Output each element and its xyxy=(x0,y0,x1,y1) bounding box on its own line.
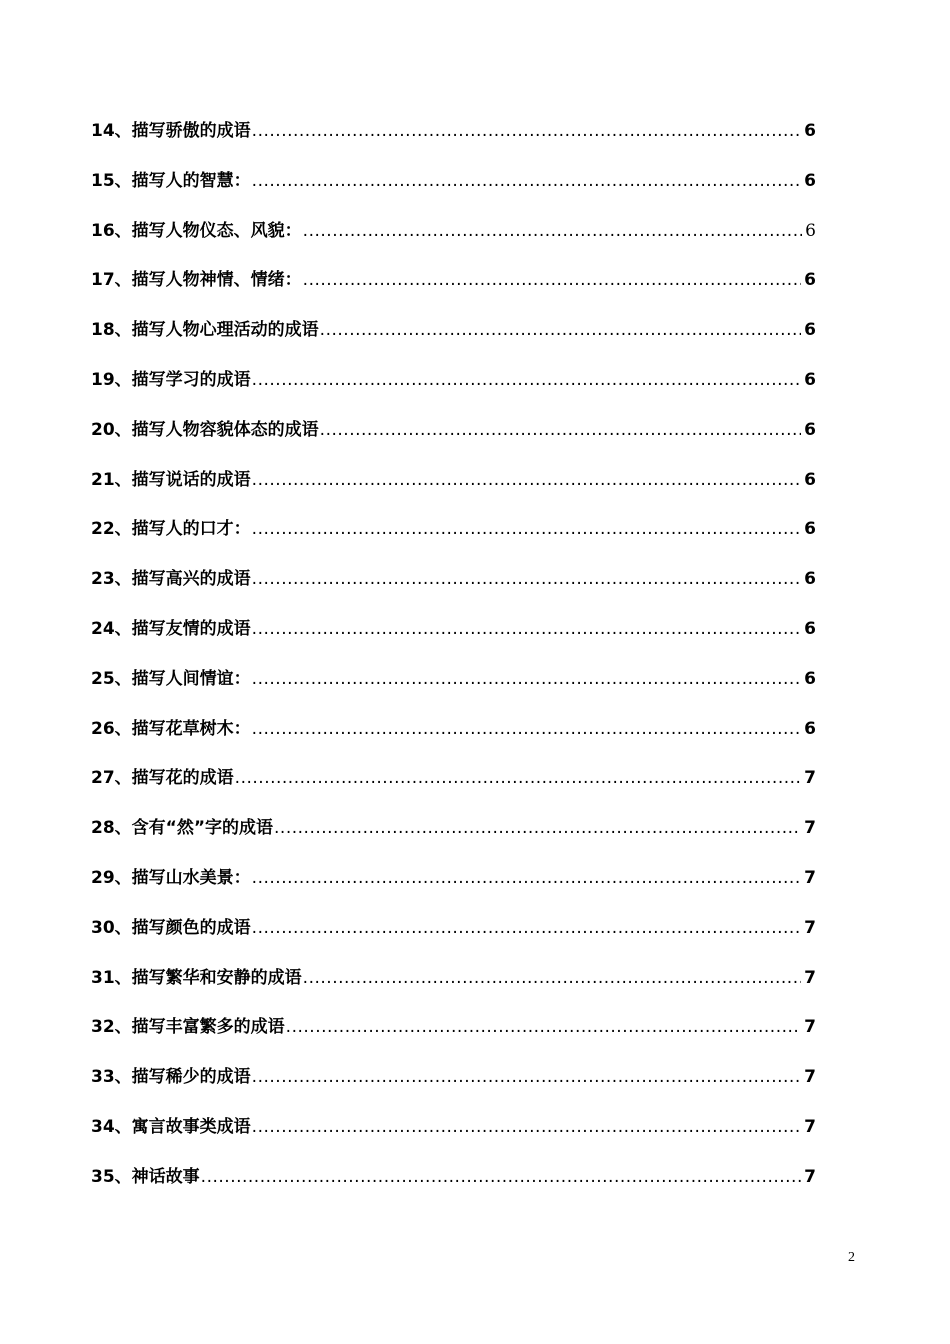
toc-entry[interactable] xyxy=(91,465,816,515)
toc-entry[interactable] xyxy=(91,813,816,863)
toc-entry-label: 34、寓言故事类成语 xyxy=(91,1116,251,1137)
toc-entry-label: 28、含有“然”字的成语 xyxy=(91,818,274,839)
toc-dot-leader xyxy=(320,320,801,340)
toc-entry-label: 16、描写人物仪态、风貌： xyxy=(91,220,302,241)
toc-dot-leader xyxy=(303,270,801,290)
toc-dot-leader xyxy=(252,121,801,141)
toc-dot-leader xyxy=(320,420,801,440)
toc-entry[interactable] xyxy=(91,1112,816,1162)
toc-entry[interactable] xyxy=(91,216,816,266)
toc-entry[interactable] xyxy=(91,365,816,415)
toc-dot-leader xyxy=(252,569,801,589)
toc-entry[interactable] xyxy=(91,913,816,963)
toc-dot-leader xyxy=(252,1117,801,1137)
table-of-contents xyxy=(91,116,816,1212)
toc-entry-label: 29、描写山水美景： xyxy=(91,867,251,888)
toc-entry[interactable] xyxy=(91,714,816,764)
toc-entry[interactable] xyxy=(91,664,816,714)
toc-entry-label: 20、描写人物容貌体态的成语 xyxy=(91,419,319,440)
toc-entry-page: 6 xyxy=(804,469,816,490)
toc-entry[interactable] xyxy=(91,315,816,365)
toc-entry-label: 18、描写人物心理活动的成语 xyxy=(91,320,319,341)
toc-entry-page: 6 xyxy=(804,170,816,191)
toc-dot-leader xyxy=(235,768,801,788)
toc-entry-page: 7 xyxy=(804,967,816,988)
toc-entry[interactable] xyxy=(91,415,816,465)
toc-dot-leader xyxy=(252,619,801,639)
toc-entry-page: 7 xyxy=(804,1116,816,1137)
toc-entry-page: 6 xyxy=(804,668,816,689)
toc-entry-label: 32、描写丰富繁多的成语 xyxy=(91,1017,285,1038)
toc-entry-label: 26、描写花草树木： xyxy=(91,718,251,739)
toc-dot-leader xyxy=(252,370,801,390)
toc-entry-label: 27、描写花的成语 xyxy=(91,768,234,789)
toc-entry[interactable] xyxy=(91,614,816,664)
toc-dot-leader xyxy=(252,470,801,490)
toc-dot-leader xyxy=(252,1067,801,1087)
toc-dot-leader xyxy=(252,719,801,739)
toc-entry-page: 6 xyxy=(804,618,816,639)
toc-dot-leader xyxy=(252,171,801,191)
toc-entry[interactable] xyxy=(91,1162,816,1212)
toc-dot-leader xyxy=(274,818,801,838)
toc-entry-page: 7 xyxy=(804,917,816,938)
toc-entry[interactable] xyxy=(91,1062,816,1112)
toc-entry[interactable] xyxy=(91,963,816,1013)
toc-dot-leader xyxy=(252,868,801,888)
toc-entry-label: 17、描写人物神情、情绪： xyxy=(91,270,302,291)
toc-entry-label: 23、描写高兴的成语 xyxy=(91,569,251,590)
toc-entry-label: 30、描写颜色的成语 xyxy=(91,917,251,938)
toc-entry-label: 15、描写人的智慧： xyxy=(91,170,251,191)
toc-entry-page: 7 xyxy=(804,818,816,839)
toc-entry-page: 6 xyxy=(804,569,816,590)
toc-entry-page: 6 xyxy=(804,121,816,141)
toc-dot-leader xyxy=(286,1017,801,1037)
toc-entry-page: 7 xyxy=(804,1017,816,1038)
toc-entry-label: 24、描写友情的成语 xyxy=(91,618,251,639)
toc-entry-page: 7 xyxy=(804,768,816,789)
toc-entry-page: 6 xyxy=(804,270,816,291)
toc-entry-page: 7 xyxy=(804,1166,816,1187)
toc-entry-page: 6 xyxy=(805,220,816,241)
toc-dot-leader xyxy=(252,918,801,938)
toc-entry[interactable] xyxy=(91,265,816,315)
toc-entry-label: 19、描写学习的成语 xyxy=(91,369,251,390)
toc-entry[interactable] xyxy=(91,763,816,813)
toc-entry-page: 7 xyxy=(804,867,816,888)
toc-entry-page: 7 xyxy=(804,1067,816,1088)
toc-entry[interactable] xyxy=(91,166,816,216)
toc-entry-label: 21、描写说话的成语 xyxy=(91,469,251,490)
toc-dot-leader xyxy=(252,519,801,539)
toc-entry-label: 25、描写人间情谊： xyxy=(91,668,251,689)
toc-entry-page: 6 xyxy=(804,369,816,390)
toc-entry[interactable] xyxy=(91,1012,816,1062)
toc-dot-leader xyxy=(252,669,801,689)
toc-entry-page: 6 xyxy=(804,320,816,341)
toc-entry-page: 6 xyxy=(804,718,816,739)
toc-entry-label: 14、描写骄傲的成语 xyxy=(91,121,251,141)
toc-entry[interactable] xyxy=(91,514,816,564)
toc-entry[interactable] xyxy=(91,863,816,913)
toc-entry-label: 22、描写人的口才： xyxy=(91,519,251,540)
toc-dot-leader xyxy=(303,968,801,988)
toc-entry-page: 6 xyxy=(804,419,816,440)
toc-dot-leader xyxy=(201,1167,801,1187)
toc-entry-label: 35、神话故事 xyxy=(91,1166,200,1187)
toc-entry[interactable] xyxy=(91,116,816,166)
toc-entry-label: 33、描写稀少的成语 xyxy=(91,1067,251,1088)
toc-dot-leader xyxy=(303,221,803,241)
toc-entry[interactable] xyxy=(91,564,816,614)
toc-entry-page: 6 xyxy=(804,519,816,540)
page-number: 2 xyxy=(848,1250,855,1265)
toc-entry-label: 31、描写繁华和安静的成语 xyxy=(91,967,302,988)
